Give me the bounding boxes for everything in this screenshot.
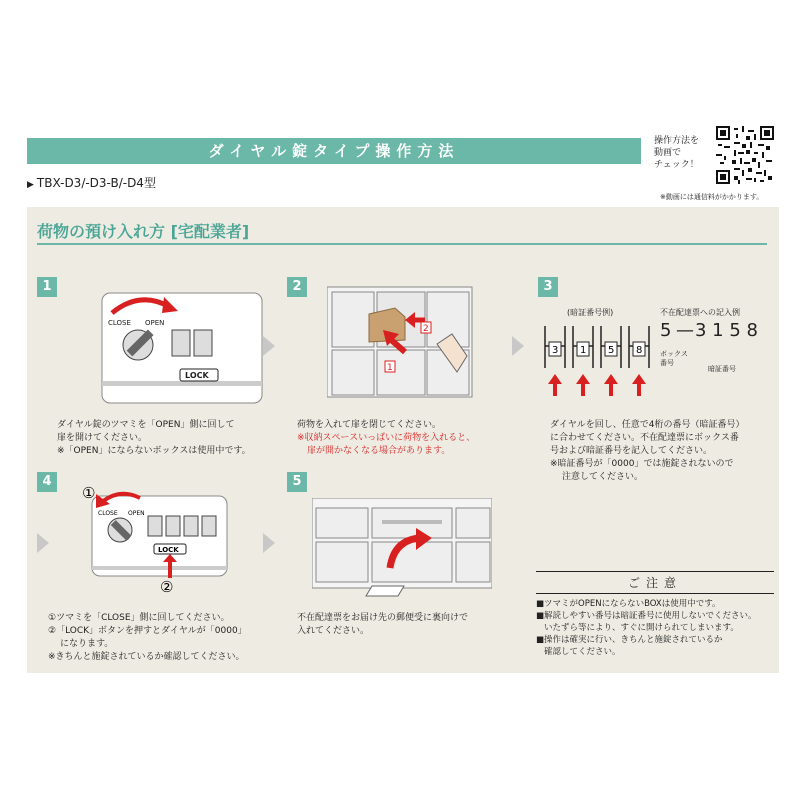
dial-digit: 3 [552,345,559,356]
text-line: ダイヤルを回し、任意で4桁の番号（暗証番号） [550,420,745,430]
step1-description [57,419,251,458]
text-line: になります。 [60,639,114,649]
step5-description [297,612,468,638]
page-title: ダイヤル錠タイプ操作方法 [27,138,641,164]
svg-text:OPEN: OPEN [128,510,145,517]
marker-1: ① [82,484,96,502]
text-line: 入れてください。 [297,626,370,636]
step-number: 5 [287,472,307,492]
dial-caption: (暗証番号例) [567,308,614,317]
model-text: TBX-D3/-D3-B/-D4型 [36,176,156,190]
caution-item: 確認してください。 [544,647,621,657]
qr-caption-line: 操作方法を [654,136,700,146]
section-title: 荷物の預け入れ方 [宅配業者] [37,222,250,241]
svg-text:LOCK: LOCK [158,546,179,554]
qr-note: ※動画には通信料がかかります。 [660,193,764,201]
text-line: ①ツマミを「CLOSE」側に回してください。 [48,613,230,623]
dial-digit: 1 [580,345,587,356]
step-number: 4 [37,472,57,492]
close-label: CLOSE [108,319,131,327]
caution-item: いたずら等により、すぐに開けられてしまいます。 [544,623,739,633]
step-number: 2 [287,277,307,297]
caution-item: ■解読しやすい番号は暗証番号に使用しないでください。 [536,611,757,621]
example-box-number: 5 [660,320,672,341]
example-caption: 不在配達票への記入例 [660,308,740,317]
qr-code-icon[interactable] [716,126,774,184]
caution-item: ■ツマミがOPENにならないBOXは使用中です。 [536,599,721,609]
chevron-right-icon [37,533,49,553]
caution-title: ご注意 [536,571,774,594]
open-label: OPEN [145,319,165,327]
lock-button: LOCK [185,371,209,380]
qr-caption-line: チェック！ [654,160,699,170]
box-label [660,350,688,368]
text-line: 不在配達票をお届け先の郵便受に裏向けで [297,613,469,623]
text-line: 扉を開けてください。 [57,433,148,443]
marker-2: ② [160,578,174,596]
svg-text:CLOSE: CLOSE [98,510,118,517]
marker-1: 1 [387,363,393,373]
qr-caption-line: 動画で [654,148,682,158]
step-number: 3 [538,277,558,297]
text-line: ダイヤル錠のツマミを「OPEN」側に回して [57,420,235,430]
code-label: 暗証番号 [708,365,736,373]
text-line: ※きちんと施錠されているか確認してください。 [48,652,245,662]
chevron-right-icon [512,336,524,356]
model-label [27,174,156,191]
example-code: 3 1 5 8 [695,320,758,341]
step3-dial-illustration [540,318,650,398]
step2-description [297,419,475,458]
step5-mailbox-illustration [312,498,492,598]
step4-description [48,612,247,664]
text-line: ※「OPEN」にならないボックスは使用中です。 [57,446,251,456]
text-line: 注意してください。 [562,472,644,482]
text-line: 荷物を入れて扉を閉じてください。 [297,420,442,430]
marker-2: 2 [423,324,429,334]
chevron-right-icon [263,533,275,553]
qr-caption [654,135,714,171]
text-line: ボックス [660,350,688,358]
section-divider [37,243,767,245]
warning-line: ※収納スペースいっぱいに荷物を入れると、 [297,433,476,443]
text-line: ②「LOCK」ボタンを押すとダイヤルが「0000」 [48,626,247,636]
step1-dial-lock-illustration [100,285,265,405]
caution-item: ■操作は確実に行い、きちんと施錠されているか [536,635,723,645]
text-line: 番号 [660,359,674,367]
warning-line: 扉が開かなくなる場合があります。 [307,446,451,456]
text-line: ※暗証番号が「0000」では施錠されないので [550,459,734,469]
step2-mailbox-illustration [327,272,477,400]
text-line: 号および暗証番号を記入してください。 [550,446,713,456]
step-number: 1 [37,277,57,297]
caution-box [536,571,774,658]
text-line: に合わせてください。不在配達票にボックス番 [550,433,739,443]
dial-digit: 5 [608,345,615,356]
triangle-icon: ▶ [27,180,34,190]
chevron-right-icon [263,336,275,356]
step4-dial-lock-illustration [80,480,230,600]
dial-digit: 8 [636,345,643,356]
example-dash: — [676,320,694,341]
step3-description [550,419,744,484]
